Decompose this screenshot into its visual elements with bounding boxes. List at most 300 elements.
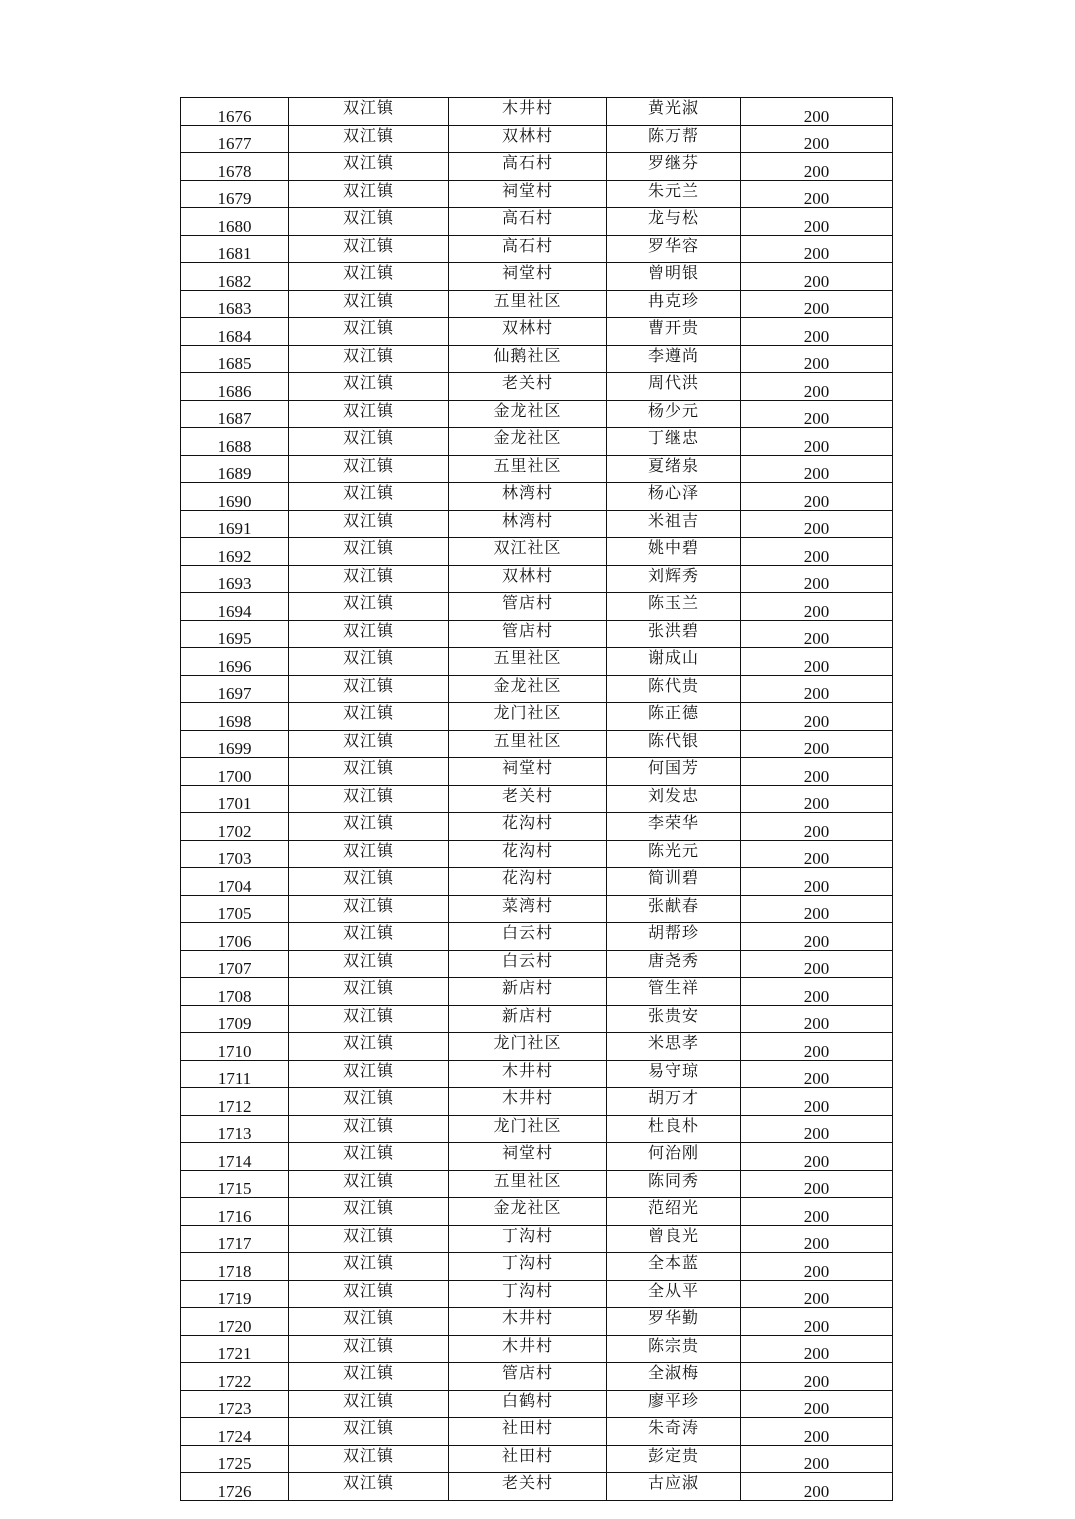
cell-person-name: 龙与松 (607, 208, 741, 236)
cell-town: 双江镇 (289, 1418, 449, 1446)
cell-person-name: 陈代贵 (607, 675, 741, 703)
cell-serial-number: 1701 (181, 785, 289, 813)
cell-person-name: 陈正德 (607, 703, 741, 731)
cell-amount: 200 (741, 153, 893, 181)
cell-town: 双江镇 (289, 868, 449, 896)
table-row (181, 1060, 893, 1088)
cell-town: 双江镇 (289, 1280, 449, 1308)
cell-village: 花沟村 (449, 813, 607, 841)
cell-person-name: 管生祥 (607, 978, 741, 1006)
cell-town: 双江镇 (289, 1088, 449, 1116)
cell-village: 五里社区 (449, 455, 607, 483)
cell-town: 双江镇 (289, 1445, 449, 1473)
cell-village: 老关村 (449, 373, 607, 401)
cell-serial-number: 1684 (181, 318, 289, 346)
cell-amount: 200 (741, 400, 893, 428)
table-row (181, 538, 893, 566)
cell-serial-number: 1687 (181, 400, 289, 428)
cell-serial-number: 1711 (181, 1060, 289, 1088)
cell-village: 高石村 (449, 235, 607, 263)
cell-amount: 200 (741, 840, 893, 868)
cell-person-name: 夏绪泉 (607, 455, 741, 483)
cell-town: 双江镇 (289, 895, 449, 923)
cell-village: 管店村 (449, 620, 607, 648)
cell-serial-number: 1698 (181, 703, 289, 731)
table-row (181, 373, 893, 401)
cell-serial-number: 1683 (181, 290, 289, 318)
cell-amount: 200 (741, 895, 893, 923)
cell-serial-number: 1677 (181, 125, 289, 153)
cell-amount: 200 (741, 868, 893, 896)
cell-person-name: 张献春 (607, 895, 741, 923)
cell-town: 双江镇 (289, 290, 449, 318)
cell-serial-number: 1676 (181, 98, 289, 126)
cell-serial-number: 1688 (181, 428, 289, 456)
cell-village: 丁沟村 (449, 1253, 607, 1281)
cell-village: 祠堂村 (449, 263, 607, 291)
cell-serial-number: 1726 (181, 1473, 289, 1501)
cell-village: 管店村 (449, 593, 607, 621)
cell-person-name: 全本蓝 (607, 1253, 741, 1281)
cell-town: 双江镇 (289, 1005, 449, 1033)
cell-person-name: 张贵安 (607, 1005, 741, 1033)
cell-amount: 200 (741, 648, 893, 676)
cell-amount: 200 (741, 565, 893, 593)
cell-serial-number: 1712 (181, 1088, 289, 1116)
cell-person-name: 何治刚 (607, 1143, 741, 1171)
cell-amount: 200 (741, 483, 893, 511)
cell-serial-number: 1702 (181, 813, 289, 841)
cell-person-name: 陈万帮 (607, 125, 741, 153)
cell-amount: 200 (741, 923, 893, 951)
cell-person-name: 曾明银 (607, 263, 741, 291)
table-row (181, 730, 893, 758)
cell-serial-number: 1710 (181, 1033, 289, 1061)
cell-amount: 200 (741, 290, 893, 318)
table-row (181, 428, 893, 456)
cell-town: 双江镇 (289, 1198, 449, 1226)
cell-amount: 200 (741, 208, 893, 236)
cell-person-name: 彭定贵 (607, 1445, 741, 1473)
cell-town: 双江镇 (289, 125, 449, 153)
cell-village: 新店村 (449, 1005, 607, 1033)
cell-amount: 200 (741, 1198, 893, 1226)
cell-village: 木井村 (449, 1308, 607, 1336)
cell-village: 双江社区 (449, 538, 607, 566)
cell-village: 白鹤村 (449, 1390, 607, 1418)
cell-serial-number: 1703 (181, 840, 289, 868)
cell-serial-number: 1724 (181, 1418, 289, 1446)
cell-serial-number: 1700 (181, 758, 289, 786)
cell-amount: 200 (741, 813, 893, 841)
cell-town: 双江镇 (289, 758, 449, 786)
cell-town: 双江镇 (289, 730, 449, 758)
cell-village: 龙门社区 (449, 703, 607, 731)
table-row (181, 593, 893, 621)
table-row (181, 98, 893, 126)
cell-village: 高石村 (449, 153, 607, 181)
table-row (181, 1418, 893, 1446)
cell-village: 丁沟村 (449, 1280, 607, 1308)
cell-village: 五里社区 (449, 290, 607, 318)
cell-person-name: 陈光元 (607, 840, 741, 868)
cell-person-name: 陈宗贵 (607, 1335, 741, 1363)
cell-person-name: 胡帮珍 (607, 923, 741, 951)
cell-serial-number: 1690 (181, 483, 289, 511)
cell-amount: 200 (741, 1170, 893, 1198)
cell-village: 木井村 (449, 1088, 607, 1116)
cell-person-name: 杨心泽 (607, 483, 741, 511)
table-row (181, 1253, 893, 1281)
table-row (181, 840, 893, 868)
cell-serial-number: 1716 (181, 1198, 289, 1226)
cell-village: 林湾村 (449, 510, 607, 538)
cell-town: 双江镇 (289, 1390, 449, 1418)
cell-serial-number: 1705 (181, 895, 289, 923)
cell-person-name: 陈代银 (607, 730, 741, 758)
table-row (181, 125, 893, 153)
cell-town: 双江镇 (289, 593, 449, 621)
cell-town: 双江镇 (289, 703, 449, 731)
table-row (181, 1363, 893, 1391)
cell-amount: 200 (741, 345, 893, 373)
cell-serial-number: 1718 (181, 1253, 289, 1281)
table-row (181, 263, 893, 291)
cell-town: 双江镇 (289, 1143, 449, 1171)
cell-amount: 200 (741, 428, 893, 456)
cell-village: 祠堂村 (449, 758, 607, 786)
table-row (181, 1280, 893, 1308)
cell-amount: 200 (741, 950, 893, 978)
cell-amount: 200 (741, 1115, 893, 1143)
cell-person-name: 丁继忠 (607, 428, 741, 456)
cell-person-name: 杜良朴 (607, 1115, 741, 1143)
cell-serial-number: 1713 (181, 1115, 289, 1143)
cell-town: 双江镇 (289, 263, 449, 291)
cell-village: 仙鹅社区 (449, 345, 607, 373)
cell-person-name: 李荣华 (607, 813, 741, 841)
cell-town: 双江镇 (289, 98, 449, 126)
cell-village: 社田村 (449, 1445, 607, 1473)
cell-town: 双江镇 (289, 400, 449, 428)
cell-amount: 200 (741, 1005, 893, 1033)
cell-person-name: 古应淑 (607, 1473, 741, 1501)
cell-town: 双江镇 (289, 950, 449, 978)
cell-serial-number: 1699 (181, 730, 289, 758)
table-row (181, 1088, 893, 1116)
cell-town: 双江镇 (289, 1308, 449, 1336)
cell-village: 木井村 (449, 98, 607, 126)
table-row (181, 510, 893, 538)
table-row (181, 565, 893, 593)
cell-serial-number: 1704 (181, 868, 289, 896)
cell-amount: 200 (741, 1335, 893, 1363)
cell-village: 木井村 (449, 1335, 607, 1363)
cell-person-name: 刘发忠 (607, 785, 741, 813)
cell-serial-number: 1721 (181, 1335, 289, 1363)
cell-amount: 200 (741, 785, 893, 813)
table-row (181, 1308, 893, 1336)
cell-amount: 200 (741, 1143, 893, 1171)
cell-person-name: 周代洪 (607, 373, 741, 401)
cell-person-name: 朱元兰 (607, 180, 741, 208)
cell-person-name: 罗华容 (607, 235, 741, 263)
cell-town: 双江镇 (289, 153, 449, 181)
cell-village: 花沟村 (449, 868, 607, 896)
table-row (181, 1473, 893, 1501)
cell-town: 双江镇 (289, 813, 449, 841)
cell-town: 双江镇 (289, 565, 449, 593)
table-row (181, 620, 893, 648)
cell-amount: 200 (741, 1088, 893, 1116)
cell-person-name: 谢成山 (607, 648, 741, 676)
table-row (181, 1143, 893, 1171)
cell-town: 双江镇 (289, 1170, 449, 1198)
cell-village: 老关村 (449, 1473, 607, 1501)
cell-town: 双江镇 (289, 455, 449, 483)
table-row (181, 1390, 893, 1418)
cell-village: 社田村 (449, 1418, 607, 1446)
cell-person-name: 朱奇涛 (607, 1418, 741, 1446)
cell-amount: 200 (741, 1363, 893, 1391)
cell-town: 双江镇 (289, 840, 449, 868)
table-row (181, 1170, 893, 1198)
cell-town: 双江镇 (289, 180, 449, 208)
table-row (181, 785, 893, 813)
cell-amount: 200 (741, 1253, 893, 1281)
cell-village: 新店村 (449, 978, 607, 1006)
cell-town: 双江镇 (289, 428, 449, 456)
table-row (181, 180, 893, 208)
cell-amount: 200 (741, 1033, 893, 1061)
cell-person-name: 简训碧 (607, 868, 741, 896)
cell-amount: 200 (741, 1060, 893, 1088)
cell-village: 金龙社区 (449, 1198, 607, 1226)
cell-person-name: 张洪碧 (607, 620, 741, 648)
cell-village: 金龙社区 (449, 675, 607, 703)
cell-village: 金龙社区 (449, 428, 607, 456)
cell-town: 双江镇 (289, 345, 449, 373)
cell-amount: 200 (741, 1390, 893, 1418)
cell-serial-number: 1680 (181, 208, 289, 236)
cell-village: 双林村 (449, 125, 607, 153)
cell-village: 祠堂村 (449, 1143, 607, 1171)
cell-serial-number: 1708 (181, 978, 289, 1006)
table-row (181, 1225, 893, 1253)
cell-amount: 200 (741, 455, 893, 483)
cell-serial-number: 1714 (181, 1143, 289, 1171)
cell-amount: 200 (741, 758, 893, 786)
cell-amount: 200 (741, 1308, 893, 1336)
cell-serial-number: 1723 (181, 1390, 289, 1418)
cell-town: 双江镇 (289, 648, 449, 676)
cell-village: 祠堂村 (449, 180, 607, 208)
cell-serial-number: 1678 (181, 153, 289, 181)
table-row (181, 1445, 893, 1473)
cell-person-name: 冉克珍 (607, 290, 741, 318)
cell-village: 五里社区 (449, 730, 607, 758)
cell-town: 双江镇 (289, 1473, 449, 1501)
cell-amount: 200 (741, 538, 893, 566)
cell-amount: 200 (741, 620, 893, 648)
cell-town: 双江镇 (289, 1060, 449, 1088)
table-row (181, 1198, 893, 1226)
table-row (181, 758, 893, 786)
cell-person-name: 曹开贵 (607, 318, 741, 346)
cell-person-name: 罗继芬 (607, 153, 741, 181)
table-row (181, 345, 893, 373)
cell-person-name: 黄光淑 (607, 98, 741, 126)
cell-amount: 200 (741, 1473, 893, 1501)
cell-amount: 200 (741, 373, 893, 401)
cell-amount: 200 (741, 1445, 893, 1473)
cell-serial-number: 1681 (181, 235, 289, 263)
cell-town: 双江镇 (289, 318, 449, 346)
table-row (181, 703, 893, 731)
cell-village: 丁沟村 (449, 1225, 607, 1253)
table-row (181, 648, 893, 676)
table-row (181, 868, 893, 896)
cell-serial-number: 1720 (181, 1308, 289, 1336)
cell-town: 双江镇 (289, 538, 449, 566)
cell-serial-number: 1717 (181, 1225, 289, 1253)
cell-village: 五里社区 (449, 1170, 607, 1198)
cell-amount: 200 (741, 318, 893, 346)
cell-serial-number: 1691 (181, 510, 289, 538)
cell-serial-number: 1707 (181, 950, 289, 978)
cell-village: 高石村 (449, 208, 607, 236)
cell-amount: 200 (741, 98, 893, 126)
cell-village: 林湾村 (449, 483, 607, 511)
cell-village: 龙门社区 (449, 1115, 607, 1143)
table-row (181, 1033, 893, 1061)
cell-village: 双林村 (449, 565, 607, 593)
cell-amount: 200 (741, 1280, 893, 1308)
roster-table (180, 97, 893, 1501)
cell-village: 五里社区 (449, 648, 607, 676)
cell-serial-number: 1694 (181, 593, 289, 621)
cell-person-name: 唐尧秀 (607, 950, 741, 978)
cell-town: 双江镇 (289, 1253, 449, 1281)
cell-person-name: 姚中碧 (607, 538, 741, 566)
cell-serial-number: 1706 (181, 923, 289, 951)
cell-person-name: 陈同秀 (607, 1170, 741, 1198)
cell-town: 双江镇 (289, 620, 449, 648)
cell-person-name: 范绍光 (607, 1198, 741, 1226)
cell-person-name: 全从平 (607, 1280, 741, 1308)
cell-person-name: 李遵尚 (607, 345, 741, 373)
cell-serial-number: 1709 (181, 1005, 289, 1033)
cell-village: 白云村 (449, 923, 607, 951)
cell-person-name: 廖平珍 (607, 1390, 741, 1418)
cell-town: 双江镇 (289, 510, 449, 538)
cell-village: 老关村 (449, 785, 607, 813)
table-row (181, 923, 893, 951)
table-row (181, 813, 893, 841)
cell-village: 金龙社区 (449, 400, 607, 428)
cell-serial-number: 1722 (181, 1363, 289, 1391)
cell-amount: 200 (741, 235, 893, 263)
cell-serial-number: 1682 (181, 263, 289, 291)
table-row (181, 978, 893, 1006)
table-row (181, 235, 893, 263)
cell-town: 双江镇 (289, 1363, 449, 1391)
table-row (181, 290, 893, 318)
cell-town: 双江镇 (289, 208, 449, 236)
cell-serial-number: 1696 (181, 648, 289, 676)
cell-amount: 200 (741, 263, 893, 291)
table-row (181, 950, 893, 978)
table-row (181, 455, 893, 483)
cell-serial-number: 1689 (181, 455, 289, 483)
cell-town: 双江镇 (289, 1225, 449, 1253)
cell-amount: 200 (741, 1225, 893, 1253)
cell-serial-number: 1695 (181, 620, 289, 648)
cell-amount: 200 (741, 593, 893, 621)
cell-town: 双江镇 (289, 373, 449, 401)
cell-serial-number: 1715 (181, 1170, 289, 1198)
cell-serial-number: 1693 (181, 565, 289, 593)
cell-amount: 200 (741, 675, 893, 703)
table-row (181, 895, 893, 923)
cell-serial-number: 1719 (181, 1280, 289, 1308)
cell-town: 双江镇 (289, 1033, 449, 1061)
cell-town: 双江镇 (289, 1115, 449, 1143)
cell-serial-number: 1692 (181, 538, 289, 566)
cell-town: 双江镇 (289, 923, 449, 951)
table-row (181, 483, 893, 511)
cell-village: 木井村 (449, 1060, 607, 1088)
cell-serial-number: 1679 (181, 180, 289, 208)
cell-amount: 200 (741, 978, 893, 1006)
cell-person-name: 全淑梅 (607, 1363, 741, 1391)
cell-amount: 200 (741, 125, 893, 153)
cell-village: 双林村 (449, 318, 607, 346)
cell-town: 双江镇 (289, 785, 449, 813)
roster-table-body (181, 98, 893, 1501)
cell-person-name: 罗华勤 (607, 1308, 741, 1336)
table-row (181, 1115, 893, 1143)
cell-village: 龙门社区 (449, 1033, 607, 1061)
cell-person-name: 刘辉秀 (607, 565, 741, 593)
table-row (181, 208, 893, 236)
cell-village: 白云村 (449, 950, 607, 978)
cell-amount: 200 (741, 180, 893, 208)
table-row (181, 153, 893, 181)
table-row (181, 675, 893, 703)
cell-town: 双江镇 (289, 1335, 449, 1363)
cell-serial-number: 1725 (181, 1445, 289, 1473)
cell-person-name: 陈玉兰 (607, 593, 741, 621)
table-row (181, 1335, 893, 1363)
cell-person-name: 易守琼 (607, 1060, 741, 1088)
cell-person-name: 曾良光 (607, 1225, 741, 1253)
cell-town: 双江镇 (289, 675, 449, 703)
cell-town: 双江镇 (289, 483, 449, 511)
cell-serial-number: 1685 (181, 345, 289, 373)
cell-amount: 200 (741, 510, 893, 538)
cell-person-name: 米祖吉 (607, 510, 741, 538)
cell-village: 花沟村 (449, 840, 607, 868)
table-row (181, 318, 893, 346)
cell-village: 菜湾村 (449, 895, 607, 923)
table-row (181, 1005, 893, 1033)
cell-amount: 200 (741, 1418, 893, 1446)
cell-amount: 200 (741, 730, 893, 758)
cell-person-name: 何国芳 (607, 758, 741, 786)
cell-serial-number: 1686 (181, 373, 289, 401)
cell-town: 双江镇 (289, 978, 449, 1006)
